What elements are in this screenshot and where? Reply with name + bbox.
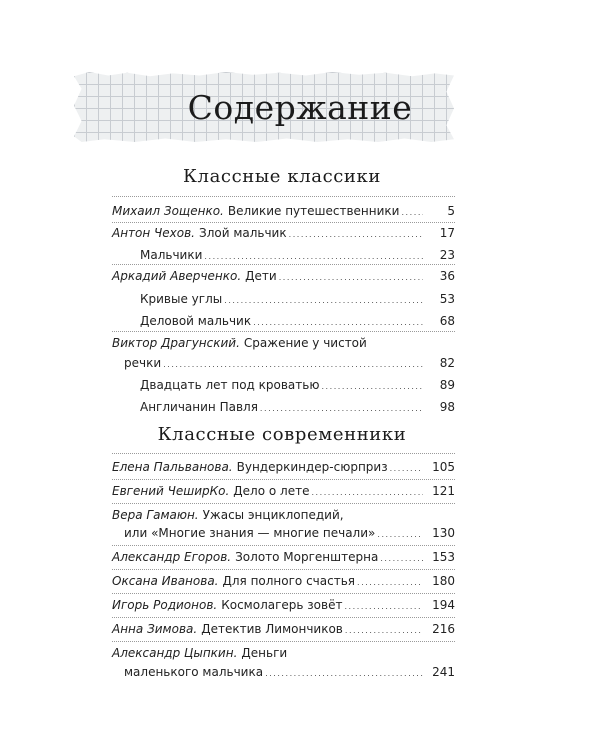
entry-divider [112,503,455,504]
entry-title: Деловой мальчик [140,314,252,328]
toc-entry-continuation[interactable] [124,662,455,682]
entry-author: Александр Егоров. [112,550,232,564]
entry-page: 98 [439,400,455,414]
dot-leader [357,571,423,593]
toc-entry[interactable] [140,375,455,395]
entry-author: Антон Чехов. [112,226,195,240]
entry-page: 89 [439,378,455,392]
entry-title: Мальчики [140,248,203,262]
entry-title: Дело о лете [233,484,310,498]
dot-leader [311,481,423,503]
section-divider [112,453,455,454]
toc-entry[interactable] [112,643,455,663]
entry-divider [112,545,455,546]
entry-title: Злой мальчик [199,226,287,240]
entry-title: Сражение у чистой [243,336,367,350]
toc-entry[interactable] [112,266,455,286]
entry-divider [112,641,455,642]
section-divider [112,196,455,197]
entry-title: Великие путешественники [227,204,400,218]
dot-leader [344,595,423,617]
entry-page: 105 [432,460,455,474]
toc-entry[interactable] [112,505,455,525]
entry-title: Детектив Лимончиков [201,622,343,636]
entry-page: 5 [447,204,455,218]
entry-divider [112,264,455,265]
dot-leader [265,662,423,684]
entry-title: Космолагерь зовёт [221,598,343,612]
entry-title-continued: речки [124,356,162,370]
entry-author: Виктор Драгунский. [112,336,240,350]
section-title-classics: Классные классики [183,166,381,187]
entry-page: 68 [439,314,455,328]
toc-entry[interactable] [112,457,455,477]
toc-entry[interactable] [140,397,455,417]
toc-entry[interactable] [112,223,455,243]
dot-leader [401,201,423,223]
entry-title: Ужасы энциклопедий, [202,508,344,522]
entry-page: 241 [432,665,455,679]
entry-divider [112,569,455,570]
entry-author: Аркадий Аверченко. [112,269,242,283]
entry-page: 23 [439,248,455,262]
entry-divider [112,331,455,332]
toc-entry[interactable] [112,333,455,353]
dot-leader [380,547,423,569]
entry-page: 17 [439,226,455,240]
entry-author: Александр Цыпкин. [112,646,238,660]
entry-title: Кривые углы [140,292,223,306]
toc-entry[interactable] [140,289,455,309]
entry-title-continued: или «Многие знания — многие печали» [124,526,376,540]
toc-entry[interactable] [112,547,455,567]
entry-author: Игорь Родионов. [112,598,218,612]
entry-author: Евгений ЧеширКо. [112,484,230,498]
dot-leader [253,311,423,333]
dot-leader [279,266,423,288]
dot-leader [163,353,423,375]
entry-page: 82 [439,356,455,370]
entry-page: 194 [432,598,455,612]
toc-entry[interactable] [140,245,455,265]
toc-entry[interactable] [112,595,455,615]
entry-author: Вера Гамаюн. [112,508,199,522]
toc-entry[interactable] [112,571,455,591]
entry-page: 121 [432,484,455,498]
toc-entry-continuation[interactable] [124,523,455,543]
page-title: Содержание [187,88,413,127]
entry-page: 130 [432,526,455,540]
toc-entry[interactable] [112,619,455,639]
dot-leader [345,619,423,641]
entry-title: Для полного счастья [222,574,356,588]
dot-leader [289,223,423,245]
entry-page: 180 [432,574,455,588]
entry-title: Деньги [241,646,288,660]
entry-divider [112,617,455,618]
entry-page: 216 [432,622,455,636]
entry-title: Дети [245,269,277,283]
section-title-contemporaries: Классные современники [157,424,407,445]
dot-leader [321,375,423,397]
entry-title-continued: маленького мальчика [124,665,264,679]
entry-divider [112,593,455,594]
toc-entry[interactable] [140,311,455,331]
toc-entry[interactable] [112,481,455,501]
entry-author: Анна Зимова. [112,622,198,636]
entry-author: Оксана Иванова. [112,574,219,588]
dot-leader [260,397,423,419]
dot-leader [390,457,423,479]
entry-author: Елена Пальванова. [112,460,233,474]
entry-title: Золото Моргенштерна [235,550,379,564]
entry-page: 36 [439,269,455,283]
entry-title: Вундеркиндер-сюрприз [236,460,388,474]
toc-entry[interactable] [112,201,455,221]
entry-divider [112,479,455,480]
toc-entry-continuation[interactable] [124,353,455,373]
dot-leader [377,523,423,545]
entry-title: Двадцать лет под кроватью [140,378,320,392]
dot-leader [224,289,423,311]
entry-author: Михаил Зощенко. [112,204,224,218]
entry-title: Англичанин Павля [140,400,258,414]
entry-page: 53 [439,292,455,306]
entry-page: 153 [432,550,455,564]
